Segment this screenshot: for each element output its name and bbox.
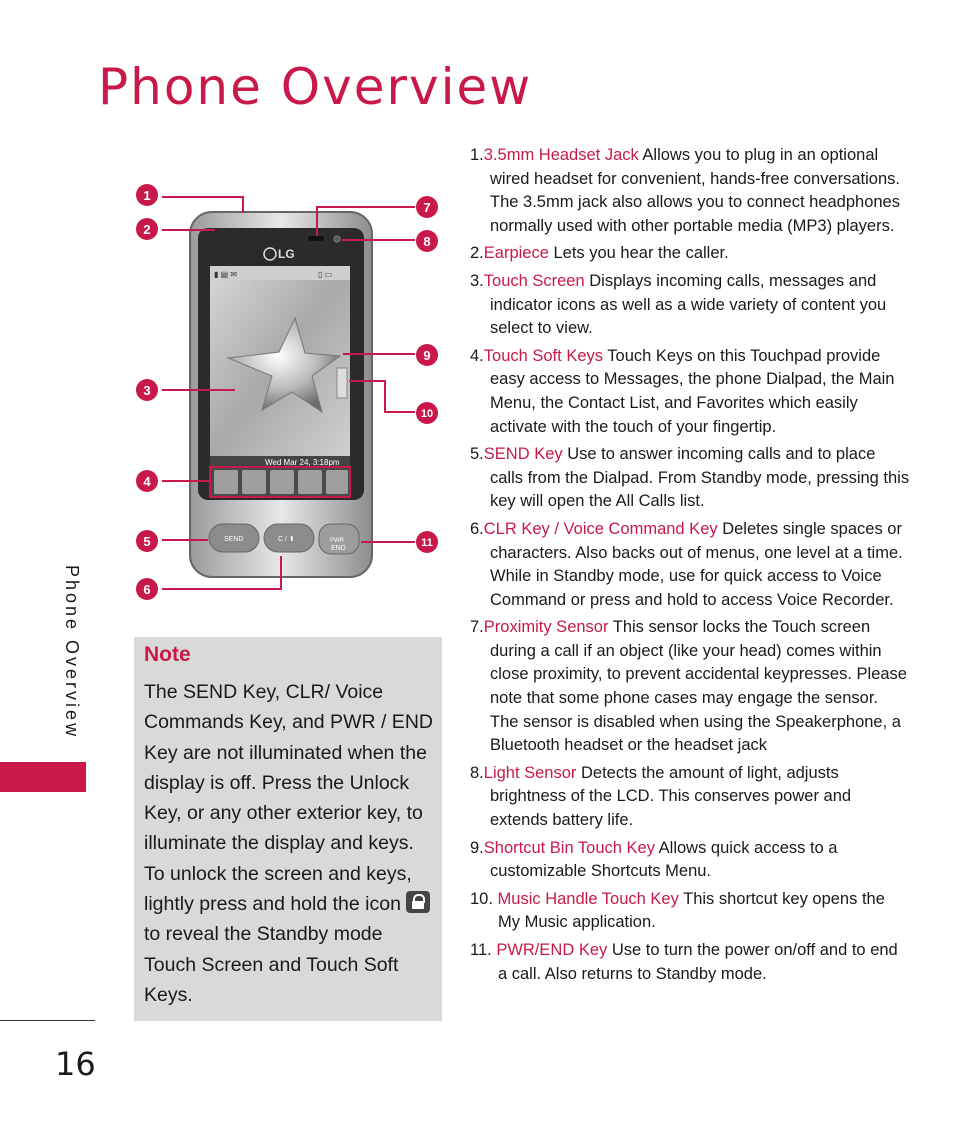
item-term: Touch Screen <box>483 271 585 290</box>
list-item: 2.Earpiece Lets you hear the caller. <box>470 244 729 263</box>
svg-text:3: 3 <box>143 383 151 398</box>
note-text-end: to reveal the Standby mode Touch Screen and Touch Soft Keys. <box>144 923 399 1006</box>
note-title: Note <box>144 643 191 666</box>
item-term: CLR Key / Voice Command Key <box>483 519 718 538</box>
svg-text:7: 7 <box>423 200 431 215</box>
status-date: Wed Mar 24, 3:18pm <box>265 458 340 467</box>
item-term: Light Sensor <box>483 763 577 782</box>
list-item: 6.CLR Key / Voice Command Key Deletes single spaces or characters. Also backs out of menus, one level at a time. While in Standby mode, use for quick access to Voice Command or press and hold to access Voice Recorder. <box>470 519 903 609</box>
list-item: 7.Proximity Sensor This sensor locks the Touch screen during a call if an object (like your head) comes within close proximity, to prevent accidental keypresses. Please note that some phone cases may engage the sensor. The sensor is disabled when using the Speakerphone, a Bluetooth headset or the headset jack <box>470 618 907 755</box>
item-term: SEND Key <box>483 445 563 464</box>
soft-key-row <box>214 470 348 494</box>
item-term: 3.5mm Headset Jack <box>483 146 639 164</box>
list-item: 4.Touch Soft Keys Touch Keys on this Touchpad provide easy access to Messages, the phone Dialpad, the Main Menu, the Contact List, and Favorites which easily activate with the touch of your fingertip. <box>470 346 895 436</box>
item-term: PWR/END Key <box>496 941 608 959</box>
list-item: 11. PWR/END Key Use to turn the power on/off and to end a call. Also returns to Standby mode. <box>470 941 898 983</box>
svg-text:▮ ▤ ✉: ▮ ▤ ✉ <box>214 270 238 279</box>
svg-text:5: 5 <box>143 534 151 549</box>
lock-icon <box>406 891 430 913</box>
svg-text:6: 6 <box>143 582 151 597</box>
svg-text:11: 11 <box>421 537 433 549</box>
phone-illustration <box>128 180 434 610</box>
svg-text:4: 4 <box>143 474 151 489</box>
note-text: The SEND Key, CLR/ Voice Commands Key, and PWR / END Key are not illuminated when the display is off. Press the Unlock Key, or any other exterior key, to illuminate the display and keys. To unlock the screen and keys, lightly press and hold the icon <box>144 681 433 916</box>
svg-text:9: 9 <box>423 348 431 363</box>
svg-text:PWR: PWR <box>330 538 344 544</box>
note-body <box>144 677 434 1010</box>
list-item: 3.Touch Screen Displays incoming calls, messages and indicator icons as well as a wide variety of content you select to view. <box>470 271 887 338</box>
earpiece <box>308 236 324 241</box>
svg-text:▯ ▭: ▯ ▭ <box>318 270 333 279</box>
light-sensor <box>334 236 340 242</box>
lg-logo: LG <box>278 247 295 261</box>
svg-text:10: 10 <box>420 408 434 420</box>
page-number: 16 <box>55 1045 96 1083</box>
page-title: Phone Overview <box>98 58 533 116</box>
svg-text:1: 1 <box>143 188 151 203</box>
side-tab-label: Phone Overview <box>62 565 82 740</box>
item-term: Earpiece <box>483 244 549 263</box>
list-item: 10. Music Handle Touch Key This shortcut key opens the My Music application. <box>470 889 885 932</box>
svg-text:C / ⬆: C / ⬆ <box>278 536 295 543</box>
item-term: Music Handle Touch Key <box>497 889 679 908</box>
footer-rule <box>0 1020 95 1021</box>
feature-list <box>470 144 910 990</box>
list-item: 9.Shortcut Bin Touch Key Allows quick access to a customizable Shortcuts Menu. <box>470 838 838 881</box>
list-item: 1.3.5mm Headset Jack Allows you to plug in an optional wired headset for convenient, hands-free conversations. The 3.5mm jack also allows you to connect headphones normally used with other portable media (MP3) players. <box>470 146 900 235</box>
side-tab-marker <box>0 762 86 792</box>
svg-text:2: 2 <box>143 222 151 237</box>
note-box <box>134 637 442 1021</box>
svg-text:8: 8 <box>423 234 431 249</box>
item-term: Proximity Sensor <box>483 618 609 637</box>
list-item: 5.SEND Key Use to answer incoming calls and to place calls from the Dialpad. From Standby mode, pressing this key will open the All Calls list. <box>470 445 910 511</box>
item-term: Shortcut Bin Touch Key <box>483 838 655 857</box>
svg-text:END: END <box>331 545 346 552</box>
item-term: Touch Soft Keys <box>483 346 603 365</box>
list-item: 8.Light Sensor Detects the amount of light, adjusts brightness of the LCD. This conserves power and extends battery life. <box>470 763 852 830</box>
svg-text:SEND: SEND <box>224 536 244 543</box>
